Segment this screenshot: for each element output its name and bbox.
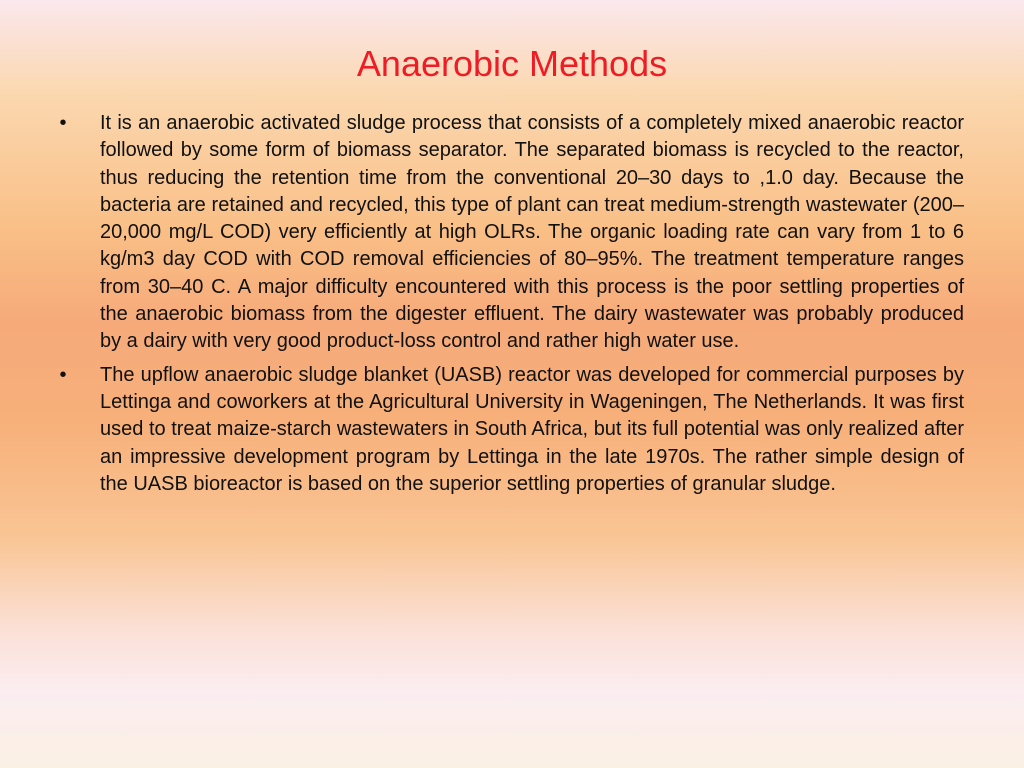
slide-title: Anaerobic Methods	[356, 43, 668, 84]
bullet-text: The upflow anaerobic sludge blanket (UASB) reactor was developed for commercial purposes by Lettinga and coworkers at the Agricultural University in Wageningen, The Netherlands. It was first used to treat maize-starch wastewaters in South Africa, but its full potential was only realized after an impressive development program by Lettinga in the late 1970s. The rather simple design of the UASB bioreactor is based on the superior settling properties of granular sludge.	[100, 363, 964, 495]
bullet-item	[56, 110, 964, 356]
bullet-icon: •	[59, 363, 67, 386]
bullet-item	[56, 362, 964, 498]
bullet-text: It is an anaerobic activated sludge process that consists of a completely mixed anaerobic reactor followed by some form of biomass separator. The separated biomass is recycled to the reactor, thus reducing the retention time from the conventional 20–30 days to ,1.0 day. Because the bacteria are retained and recycled, this type of plant can treat medium-strength wastewater (200–20,000 mg/L COD) very efficiently at high OLRs. The organic loading rate can vary from 1 to 6 kg/m3 day COD with COD removal efficiencies of 80–95%. The treatment temperature ranges from 30–40 C. A major difficulty encountered with this process is the poor settling properties of the anaerobic biomass from the digester effluent. The dairy wastewater was probably produced by a dairy with very good product-loss control and rather high water use.	[100, 112, 964, 353]
bullet-list	[56, 110, 964, 504]
bullet-icon: •	[59, 112, 67, 134]
